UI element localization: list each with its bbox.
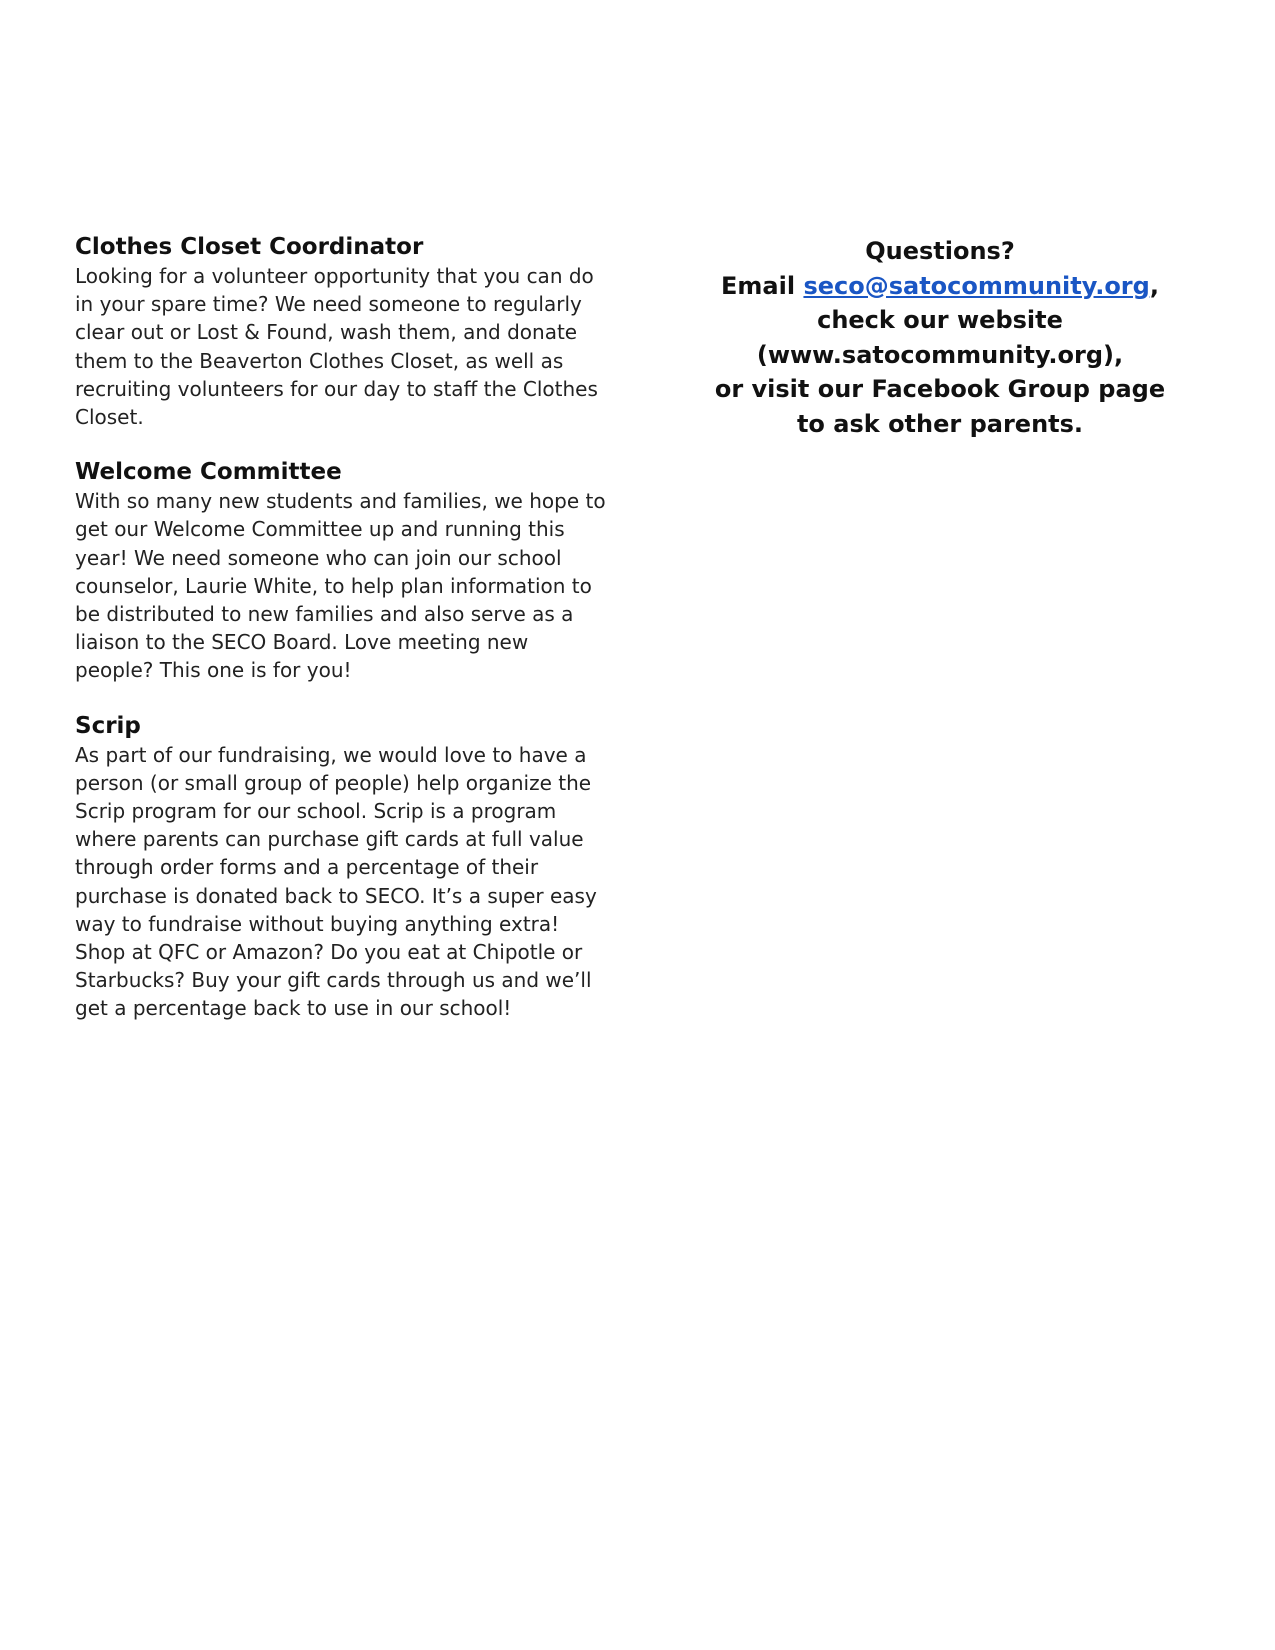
contact-website-intro: check our website <box>817 306 1063 334</box>
section-body: As part of our fundraising, we would love to have a person (or small group of people) help organize the Scrip program for our school. Scrip is a program where parents can purchase gift cards at full value through order forms and a percentage of their purchase is donated back to SECO. It’s a super easy way to fundraise without buying anything extra! Shop at QFC or Amazon? Do you eat at Chipotle or Starbucks? Buy your gift cards through us and we’ll get a percentage back to use in our school! <box>75 742 597 1021</box>
section-scrip <box>75 711 610 1023</box>
email-link[interactable]: seco@satocommunity.org <box>803 271 1150 300</box>
section-clothes-closet <box>75 232 610 431</box>
contact-facebook: or visit our Facebook Group page <box>714 375 1166 403</box>
section-body: With so many new students and families, we hope to get our Welcome Committee up and running this year! We need someone who can join our school counselor, Laurie White, to help plan information to be distributed to new families and also serve as a liaison to the SECO Board. Love meeting new people? This one is for you! <box>75 489 606 683</box>
section-title: Welcome Committee <box>75 459 342 486</box>
contact-heading: Questions? <box>865 237 1015 265</box>
contact-email-line <box>700 269 1180 304</box>
email-suffix: , <box>1149 271 1159 300</box>
contact-block <box>700 234 1180 441</box>
contact-website: (www.satocommunity.org), <box>756 340 1124 369</box>
section-title: Scrip <box>75 712 141 739</box>
section-welcome-committee <box>75 457 610 684</box>
contact-ask-parents: to ask other parents. <box>796 409 1084 438</box>
section-title: Clothes Closet Coordinator <box>75 234 424 260</box>
section-body: Looking for a volunteer opportunity that you can do in your spare time? We need someone to regularly clear out or Lost & Found, wash them, and donate them to the Beaverton Clothes Closet, as well as recruiting volunteers for our day to staff the Clothes Closet. <box>75 264 598 430</box>
email-prefix: Email <box>721 271 804 300</box>
volunteer-roles-column <box>75 232 610 1049</box>
